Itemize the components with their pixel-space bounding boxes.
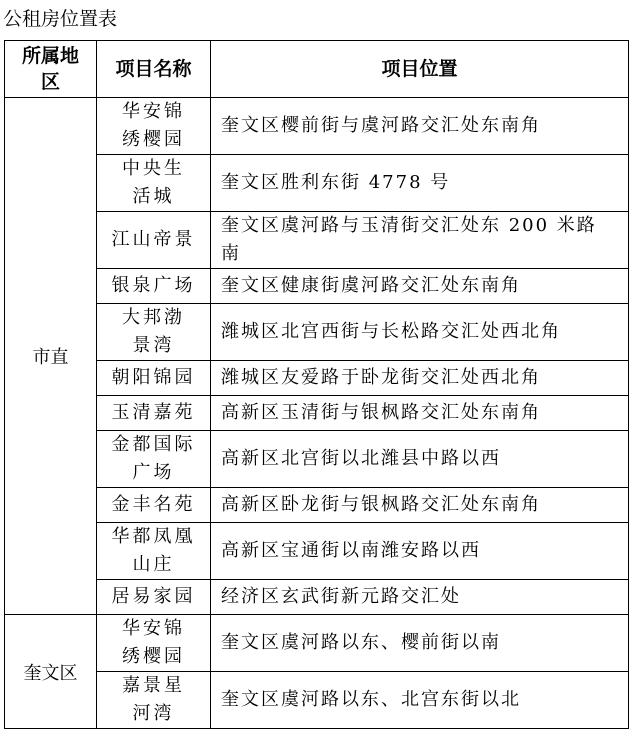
project-name-cell: 大邦渤 景湾: [97, 304, 211, 361]
table-row: [5, 580, 629, 615]
table-row: [5, 396, 629, 431]
table-row: [5, 304, 629, 361]
project-name-cell: 嘉景星 河湾: [97, 672, 211, 729]
housing-location-table: [4, 40, 629, 729]
project-name-cell: 银泉广场: [97, 269, 211, 304]
table-row: [5, 269, 629, 304]
project-location-cell: 奎文区胜利东街 4778 号: [211, 155, 629, 212]
project-location-cell: 潍城区北宫西街与长松路交汇处西北角: [211, 304, 629, 361]
header-project-name: 项目名称: [97, 41, 211, 98]
project-location-cell: 奎文区虞河路以东、樱前街以南: [211, 615, 629, 672]
project-location-cell: 奎文区虞河路以东、北宫东街以北: [211, 672, 629, 729]
project-location-cell: 高新区北宫街以北潍县中路以西: [211, 431, 629, 488]
project-location-cell: 高新区卧龙街与银枫路交汇处东南角: [211, 488, 629, 523]
table-row: [5, 523, 629, 580]
table-row: [5, 155, 629, 212]
table-header-row: [5, 41, 629, 98]
project-location-cell: 高新区玉清街与银枫路交汇处东南角: [211, 396, 629, 431]
table-row: [5, 361, 629, 396]
table-row: [5, 672, 629, 729]
project-name-cell: 中央生 活城: [97, 155, 211, 212]
table-row: [5, 431, 629, 488]
project-name-cell: 朝阳锦园: [97, 361, 211, 396]
project-name-cell: 玉清嘉苑: [97, 396, 211, 431]
project-name-cell: 居易家园: [97, 580, 211, 615]
table-row: [5, 488, 629, 523]
table-row: [5, 615, 629, 672]
project-location-cell: 经济区玄武街新元路交汇处: [211, 580, 629, 615]
region-cell: 奎文区: [5, 615, 97, 729]
document-title: 公租房位置表: [3, 8, 118, 30]
header-project-location: 项目位置: [211, 41, 629, 98]
project-name-cell: 金丰名苑: [97, 488, 211, 523]
project-name-cell: 华安锦 绣樱园: [97, 98, 211, 155]
project-location-cell: 奎文区健康街虞河路交汇处东南角: [211, 269, 629, 304]
project-location-cell: 潍城区友爱路于卧龙街交汇处西北角: [211, 361, 629, 396]
project-name-cell: 江山帝景: [97, 212, 211, 269]
project-location-cell: 高新区宝通街以南潍安路以西: [211, 523, 629, 580]
table-row: [5, 98, 629, 155]
region-cell: 市直: [5, 98, 97, 615]
header-region: 所属地 区: [5, 41, 97, 98]
project-name-cell: 华安锦 绣樱园: [97, 615, 211, 672]
project-name-cell: 金都国际 广场: [97, 431, 211, 488]
project-location-cell: 奎文区樱前街与虞河路交汇处东南角: [211, 98, 629, 155]
project-location-cell: 奎文区虞河路与玉清街交汇处东 200 米路 南: [211, 212, 629, 269]
table-row: [5, 212, 629, 269]
project-name-cell: 华都凤凰 山庄: [97, 523, 211, 580]
